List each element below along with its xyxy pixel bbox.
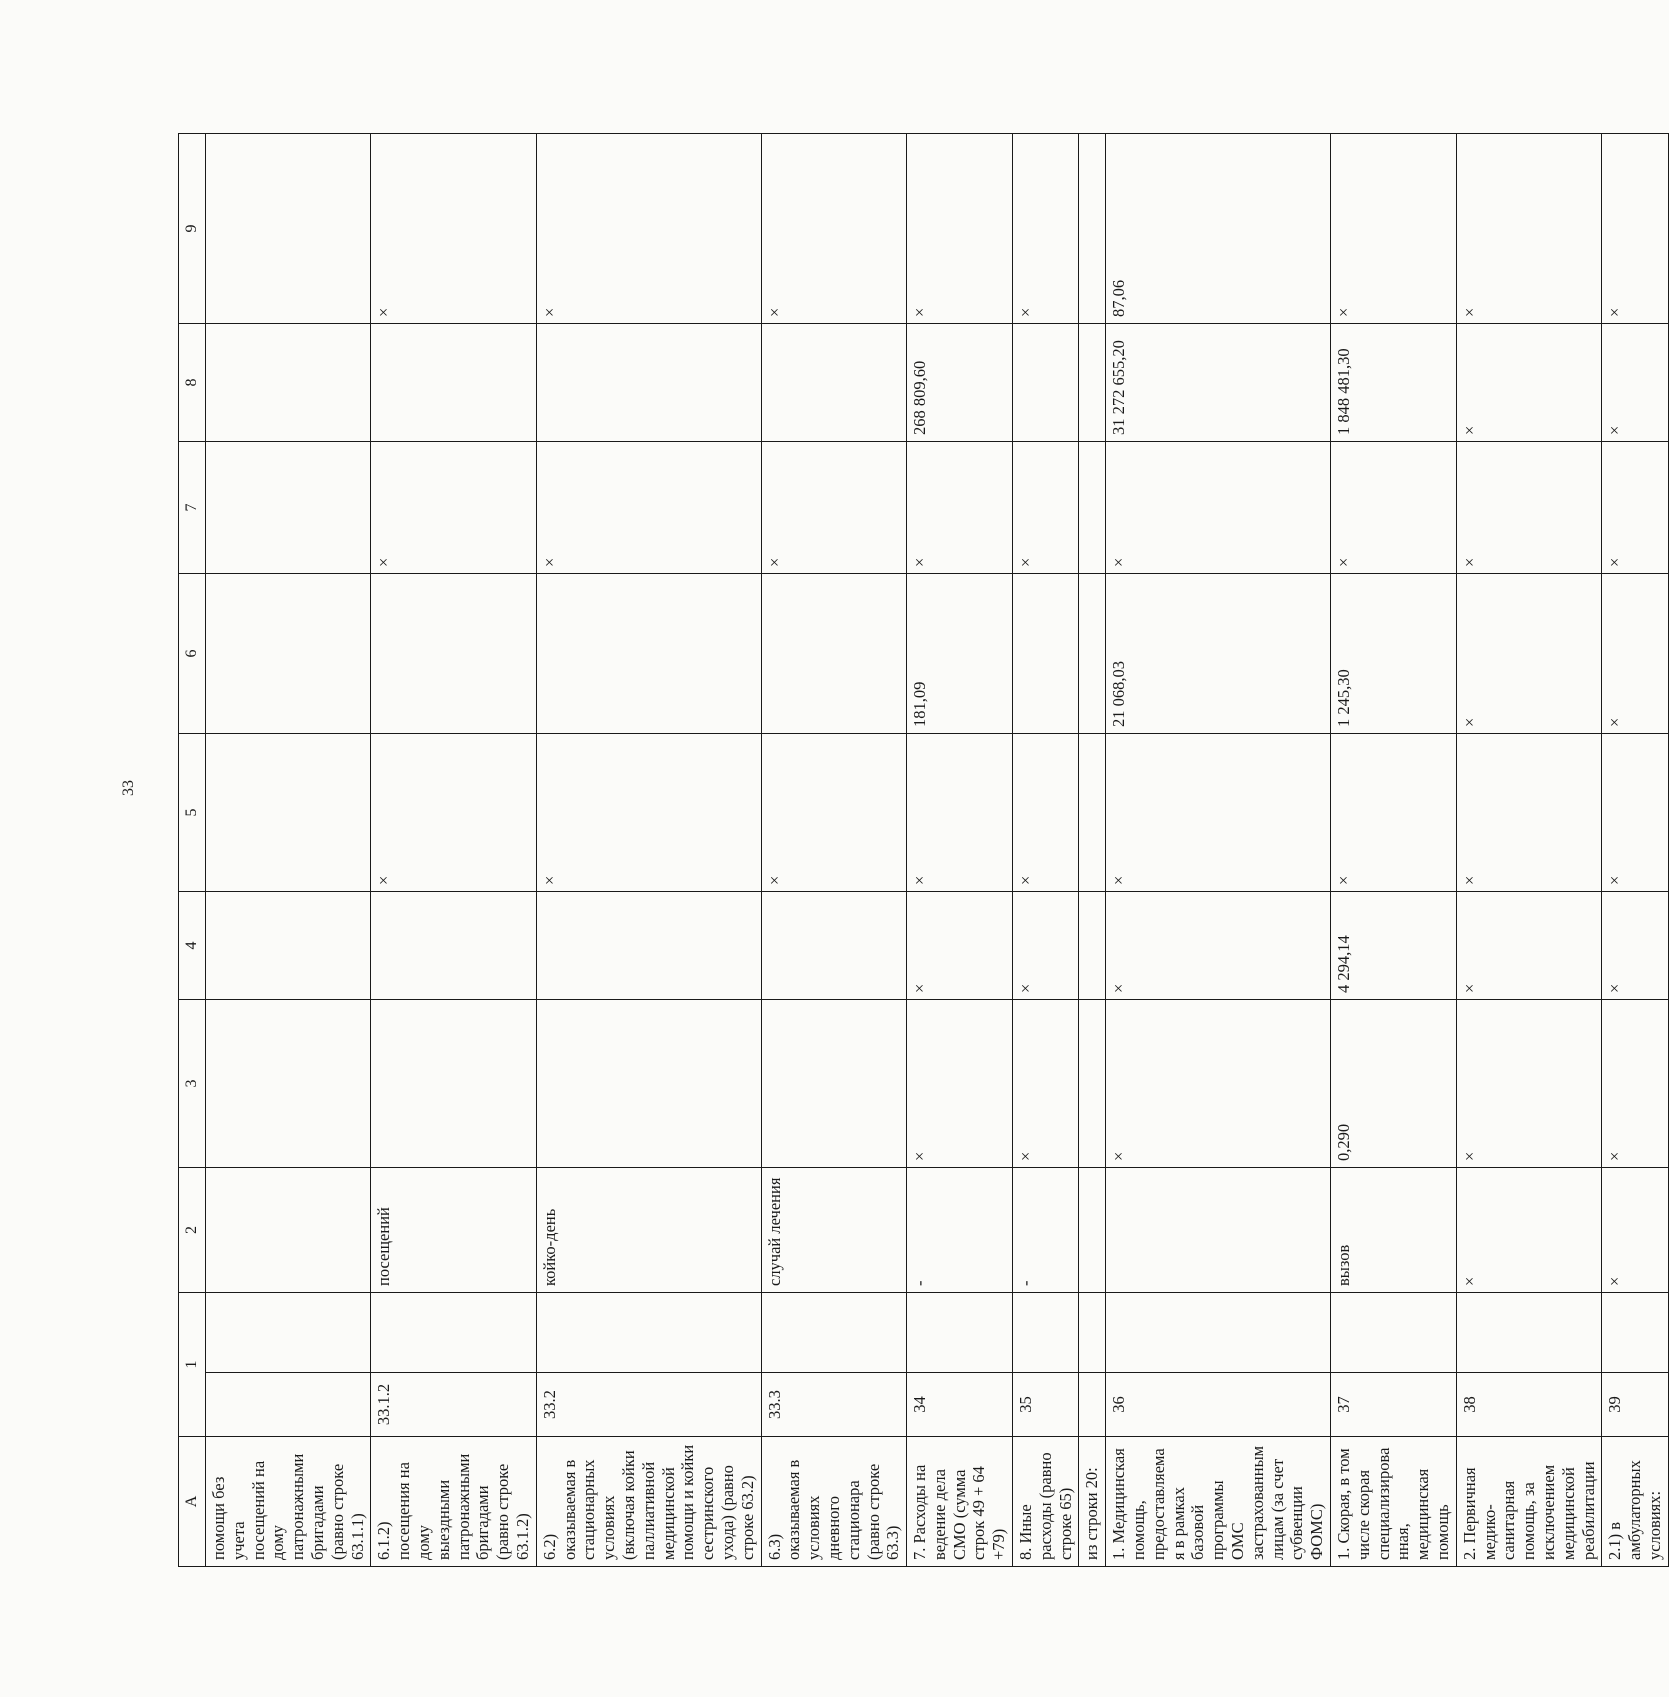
row-gap	[1079, 1293, 1106, 1373]
row-col-9: ×	[907, 134, 1013, 324]
row-label: 8. Иные расходы (равно строке 65)	[1013, 1437, 1079, 1567]
row-unit: случай лечения	[761, 1168, 907, 1293]
column-header: 3	[179, 1000, 206, 1168]
row-col-4	[206, 892, 371, 1000]
row-col-6: ×	[1456, 574, 1602, 734]
row-col-4	[371, 892, 536, 1000]
row-gap	[536, 1293, 761, 1373]
row-gap	[1013, 1293, 1079, 1373]
row-code: 33.3	[761, 1373, 907, 1437]
row-col-5: ×	[907, 734, 1013, 892]
table-row	[1106, 67, 1331, 1567]
row-col-5: ×	[371, 734, 536, 892]
row-label: 7. Расходы на ведение дела СМО (сумма строк 49 + 64 +79)	[907, 1437, 1013, 1567]
row-col-8	[761, 324, 907, 442]
table-row	[907, 67, 1013, 1567]
row-col-4	[761, 892, 907, 1000]
row-col-3	[206, 1000, 371, 1168]
row-col-8	[1079, 324, 1106, 442]
table-row	[1013, 67, 1079, 1567]
row-col-8: 268 809,60	[907, 324, 1013, 442]
row-col-3	[371, 1000, 536, 1168]
row-col-5: ×	[1456, 734, 1602, 892]
row-col-9: ×	[371, 134, 536, 324]
row-label: 6.3) оказываемая в условиях дневного стационара (равно строке 63.3)	[761, 1437, 907, 1567]
row-unit	[206, 1168, 371, 1293]
row-col-9: ×	[761, 134, 907, 324]
row-col-6	[536, 574, 761, 734]
table-row	[371, 67, 536, 1567]
row-label: 2.1) в амбулаторных условиях:	[1602, 1437, 1668, 1567]
row-gap	[1106, 1293, 1331, 1373]
row-col-4: ×	[1106, 892, 1331, 1000]
row-gap	[761, 1293, 907, 1373]
row-col-5: ×	[761, 734, 907, 892]
row-gap	[1602, 1293, 1668, 1373]
row-col-6: 181,09	[907, 574, 1013, 734]
row-col-9: 87,06	[1106, 134, 1331, 324]
row-col-9	[206, 134, 371, 324]
row-col-7: ×	[1331, 442, 1457, 574]
row-col-9: ×	[1602, 134, 1668, 324]
row-code: 35	[1013, 1373, 1079, 1437]
row-label: 6.2) оказываемая в стационарных условиях (включая койки паллиативной медицинской помощи и койки сестринского ухода) (равно строке 63.2)	[536, 1437, 761, 1567]
row-label: 2. Первичная медико-санитарная помощь, за исключением медицинской реабилитации	[1456, 1437, 1602, 1567]
row-col-7: ×	[907, 442, 1013, 574]
row-col-5: ×	[1602, 734, 1668, 892]
header-row	[179, 67, 206, 1567]
row-col-5: ×	[1013, 734, 1079, 892]
row-col-7	[1079, 442, 1106, 574]
row-unit: посещений	[371, 1168, 536, 1293]
row-col-8	[206, 324, 371, 442]
row-col-7: ×	[1456, 442, 1602, 574]
row-col-7: ×	[1013, 442, 1079, 574]
column-header: A	[179, 1437, 206, 1567]
row-col-8: 1 848 481,30	[1331, 324, 1457, 442]
row-col-5: ×	[1331, 734, 1457, 892]
column-header: 2	[179, 1168, 206, 1293]
table-row	[1602, 67, 1668, 1567]
row-col-8: ×	[1602, 324, 1668, 442]
row-col-7: ×	[1106, 442, 1331, 574]
row-col-3	[536, 1000, 761, 1168]
row-code	[206, 1373, 371, 1437]
column-header: 4	[179, 892, 206, 1000]
column-header: 1	[179, 1293, 206, 1437]
row-label: из строки 20:	[1079, 1437, 1106, 1567]
row-unit: ×	[1456, 1168, 1602, 1293]
row-col-4	[536, 892, 761, 1000]
column-header: 7	[179, 442, 206, 574]
row-col-4	[1079, 892, 1106, 1000]
cost-table	[178, 66, 1669, 1567]
table-row	[536, 67, 761, 1567]
row-unit	[1079, 1168, 1106, 1293]
row-col-9: ×	[1456, 134, 1602, 324]
row-col-7: ×	[371, 442, 536, 574]
row-gap	[1331, 1293, 1457, 1373]
table-row	[206, 67, 371, 1567]
row-col-3	[761, 1000, 907, 1168]
column-header: 6	[179, 574, 206, 734]
row-col-3: ×	[1602, 1000, 1668, 1168]
row-col-6: 1 245,30	[1331, 574, 1457, 734]
column-header: 9	[179, 134, 206, 324]
table-row	[1079, 67, 1106, 1567]
row-gap	[371, 1293, 536, 1373]
row-col-5	[206, 734, 371, 892]
row-unit: койко-день	[536, 1168, 761, 1293]
row-code: 36	[1106, 1373, 1331, 1437]
row-col-3: ×	[907, 1000, 1013, 1168]
row-col-6: ×	[1602, 574, 1668, 734]
row-code: 38	[1456, 1373, 1602, 1437]
row-col-3: ×	[1013, 1000, 1079, 1168]
row-col-3	[1079, 1000, 1106, 1168]
row-code: 34	[907, 1373, 1013, 1437]
row-col-6	[206, 574, 371, 734]
row-unit: -	[907, 1168, 1013, 1293]
page-number: 33	[120, 780, 137, 796]
row-col-6	[371, 574, 536, 734]
row-label: 1. Скорая, в том числе скорая специализированная, медицинская помощь	[1331, 1437, 1457, 1567]
row-col-9: ×	[1013, 134, 1079, 324]
row-col-6: 21 068,03	[1106, 574, 1331, 734]
row-col-7: ×	[536, 442, 761, 574]
row-unit	[1106, 1168, 1331, 1293]
row-col-8: 31 272 655,20	[1106, 324, 1331, 442]
row-col-4: ×	[1013, 892, 1079, 1000]
table-row	[761, 67, 907, 1567]
row-col-8: ×	[1456, 324, 1602, 442]
row-code: 33.1.2	[371, 1373, 536, 1437]
row-col-7	[206, 442, 371, 574]
column-header: 5	[179, 734, 206, 892]
row-col-5	[1079, 734, 1106, 892]
row-label: помощи без учета посещений на дому патронажными бригадами (равно строке 63.1.1)	[206, 1437, 371, 1567]
row-col-6	[761, 574, 907, 734]
row-col-4: ×	[1602, 892, 1668, 1000]
table-row	[1331, 67, 1457, 1567]
row-col-5: ×	[1106, 734, 1331, 892]
row-label: 6.1.2) посещения на дому выездными патронажными бригадами (равно строке 63.1.2)	[371, 1437, 536, 1567]
row-col-9: ×	[536, 134, 761, 324]
row-unit: -	[1013, 1168, 1079, 1293]
row-code	[1079, 1373, 1106, 1437]
row-col-7: ×	[1602, 442, 1668, 574]
row-code: 33.2	[536, 1373, 761, 1437]
row-col-7: ×	[761, 442, 907, 574]
row-col-3: 0,290	[1331, 1000, 1457, 1168]
row-label: 1. Медицинская помощь, предоставляемая в рамках базовой программы ОМС застрахованным лицам (за счет субвенции ФОМС)	[1106, 1437, 1331, 1567]
row-col-5: ×	[536, 734, 761, 892]
row-unit: ×	[1602, 1168, 1668, 1293]
row-code: 39	[1602, 1373, 1668, 1437]
row-col-3: ×	[1456, 1000, 1602, 1168]
row-col-8	[371, 324, 536, 442]
row-col-6	[1013, 574, 1079, 734]
column-header: 8	[179, 324, 206, 442]
row-gap	[907, 1293, 1013, 1373]
row-col-9: ×	[1331, 134, 1457, 324]
row-col-9	[1079, 134, 1106, 324]
row-col-3: ×	[1106, 1000, 1331, 1168]
row-col-4: ×	[907, 892, 1013, 1000]
row-gap	[1456, 1293, 1602, 1373]
row-col-4: ×	[1456, 892, 1602, 1000]
table-row	[1456, 67, 1602, 1567]
row-gap	[206, 1293, 371, 1373]
row-col-4: 4 294,14	[1331, 892, 1457, 1000]
row-col-6	[1079, 574, 1106, 734]
row-unit: вызов	[1331, 1168, 1457, 1293]
row-code: 37	[1331, 1373, 1457, 1437]
row-col-8	[1013, 324, 1079, 442]
rotated-page	[178, 67, 1664, 1567]
row-col-8	[536, 324, 761, 442]
